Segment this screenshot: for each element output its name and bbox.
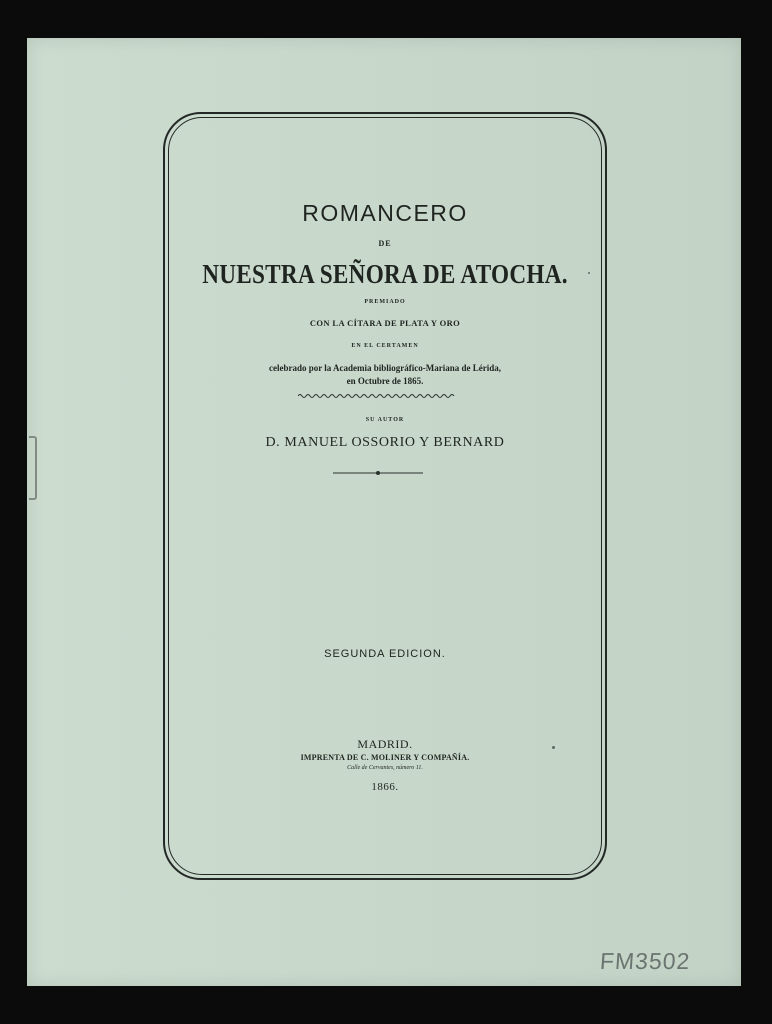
main-title: NUESTRA SEÑORA DE ATOCHA. [202, 259, 568, 289]
premiado-label: PREMIADO [364, 299, 406, 305]
author-name: D. MANUEL OSSORIO Y BERNARD [265, 435, 505, 450]
wavy-divider [298, 392, 456, 400]
title-de: DE [378, 239, 392, 248]
ink-speck [588, 272, 590, 274]
staple [29, 436, 37, 500]
date-line: en Octubre de 1865. [346, 376, 424, 386]
academy-line: celebrado por la Academia bibliográfico-Mariana de Lérida, [268, 363, 502, 373]
edition-label: SEGUNDA EDICION. [324, 648, 446, 660]
title-romancero: ROMANCERO [302, 200, 468, 226]
city-label: MADRID. [357, 737, 413, 751]
certamen-label: EN EL CERTAMEN [351, 343, 419, 349]
address-label: Calle de Cervantes, número 11. [347, 765, 423, 771]
award-line: CON LA CÍTARA DE PLATA Y ORO [309, 318, 461, 328]
author-label: SU AUTOR [365, 417, 405, 423]
catalog-number: FM3502 [599, 948, 692, 974]
ink-speck [552, 746, 555, 749]
ornament-rule [333, 470, 423, 476]
year-label: 1866. [371, 781, 399, 793]
printer-label: IMPRENTA DE C. MOLINER Y COMPAÑÍA. [300, 753, 470, 762]
